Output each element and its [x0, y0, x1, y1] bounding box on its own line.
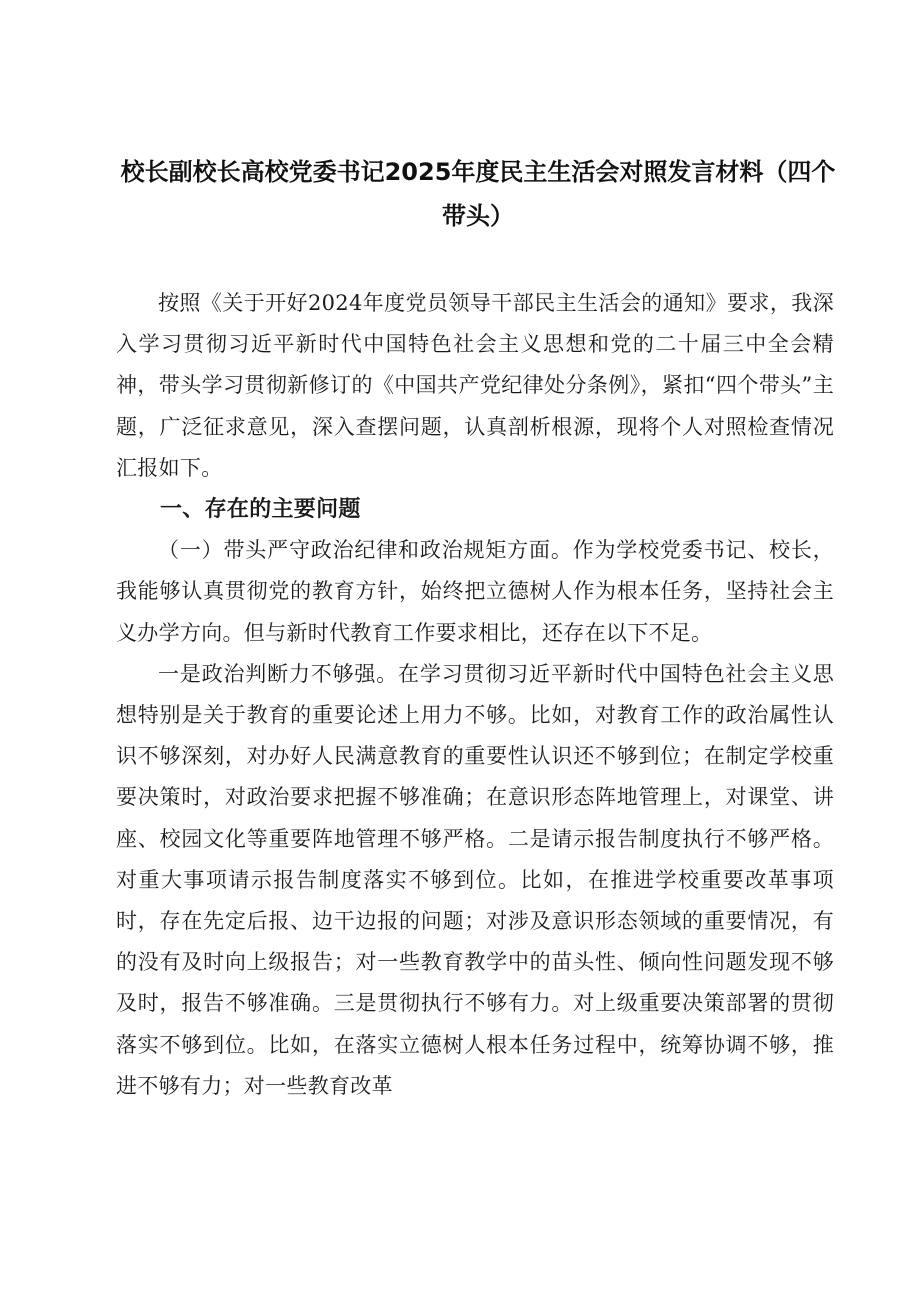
document-title: 校长副校长高校党委书记2025年度民主生活会对照发言材料（四个带头）	[120, 158, 836, 230]
section-heading: 一、存在的主要问题	[160, 497, 361, 523]
subsection-paragraph: （一）带头严守政治纪律和政治规矩方面。作为学校党委书记、校长，我能够认真贯彻党的教育方针，始终把立德树人作为根本任务，坚持社会主义办学方向。但与新时代教育工作要求相比，还存在以下不足。	[116, 538, 834, 645]
document-body	[116, 283, 834, 1107]
intro-paragraph: 按照《关于开好2024年度党员领导干部民主生活会的通知》要求，我深入学习贯彻习近平新时代中国特色社会主义思想和党的二十届三中全会精神，带头学习贯彻新修订的《中国共产党纪律处分条例》，紧扣“四个带头”主题，广泛征求意见，深入查摆问题，认真剖析根源，现将个人对照检查情况汇报如下。	[116, 291, 834, 480]
problems-paragraph: 一是政治判断力不够强。在学习贯彻习近平新时代中国特色社会主义思想特别是关于教育的重要论述上用力不够。比如，对教育工作的政治属性认识不够深刻，对办好人民满意教育的重要性认识还不够到位；在制定学校重要决策时，对政治要求把握不够准确；在意识形态阵地管理上，对课堂、讲座、校园文化等重要阵地管理不够严格。二是请示报告制度执行不够严格。对重大事项请示报告制度落实不够到位。比如，在推进学校重要改革事项时，存在先定后报、边干边报的问题；对涉及意识形态领域的重要情况，有的没有及时向上级报告；对一些教育教学中的苗头性、倾向性问题发现不够及时，报告不够准确。三是贯彻执行不够有力。对上级重要决策部署的贯彻落实不够到位。比如，在落实立德树人根本任务过程中，统筹协调不够，推进不够有力；对一些教育改革	[116, 661, 834, 1098]
